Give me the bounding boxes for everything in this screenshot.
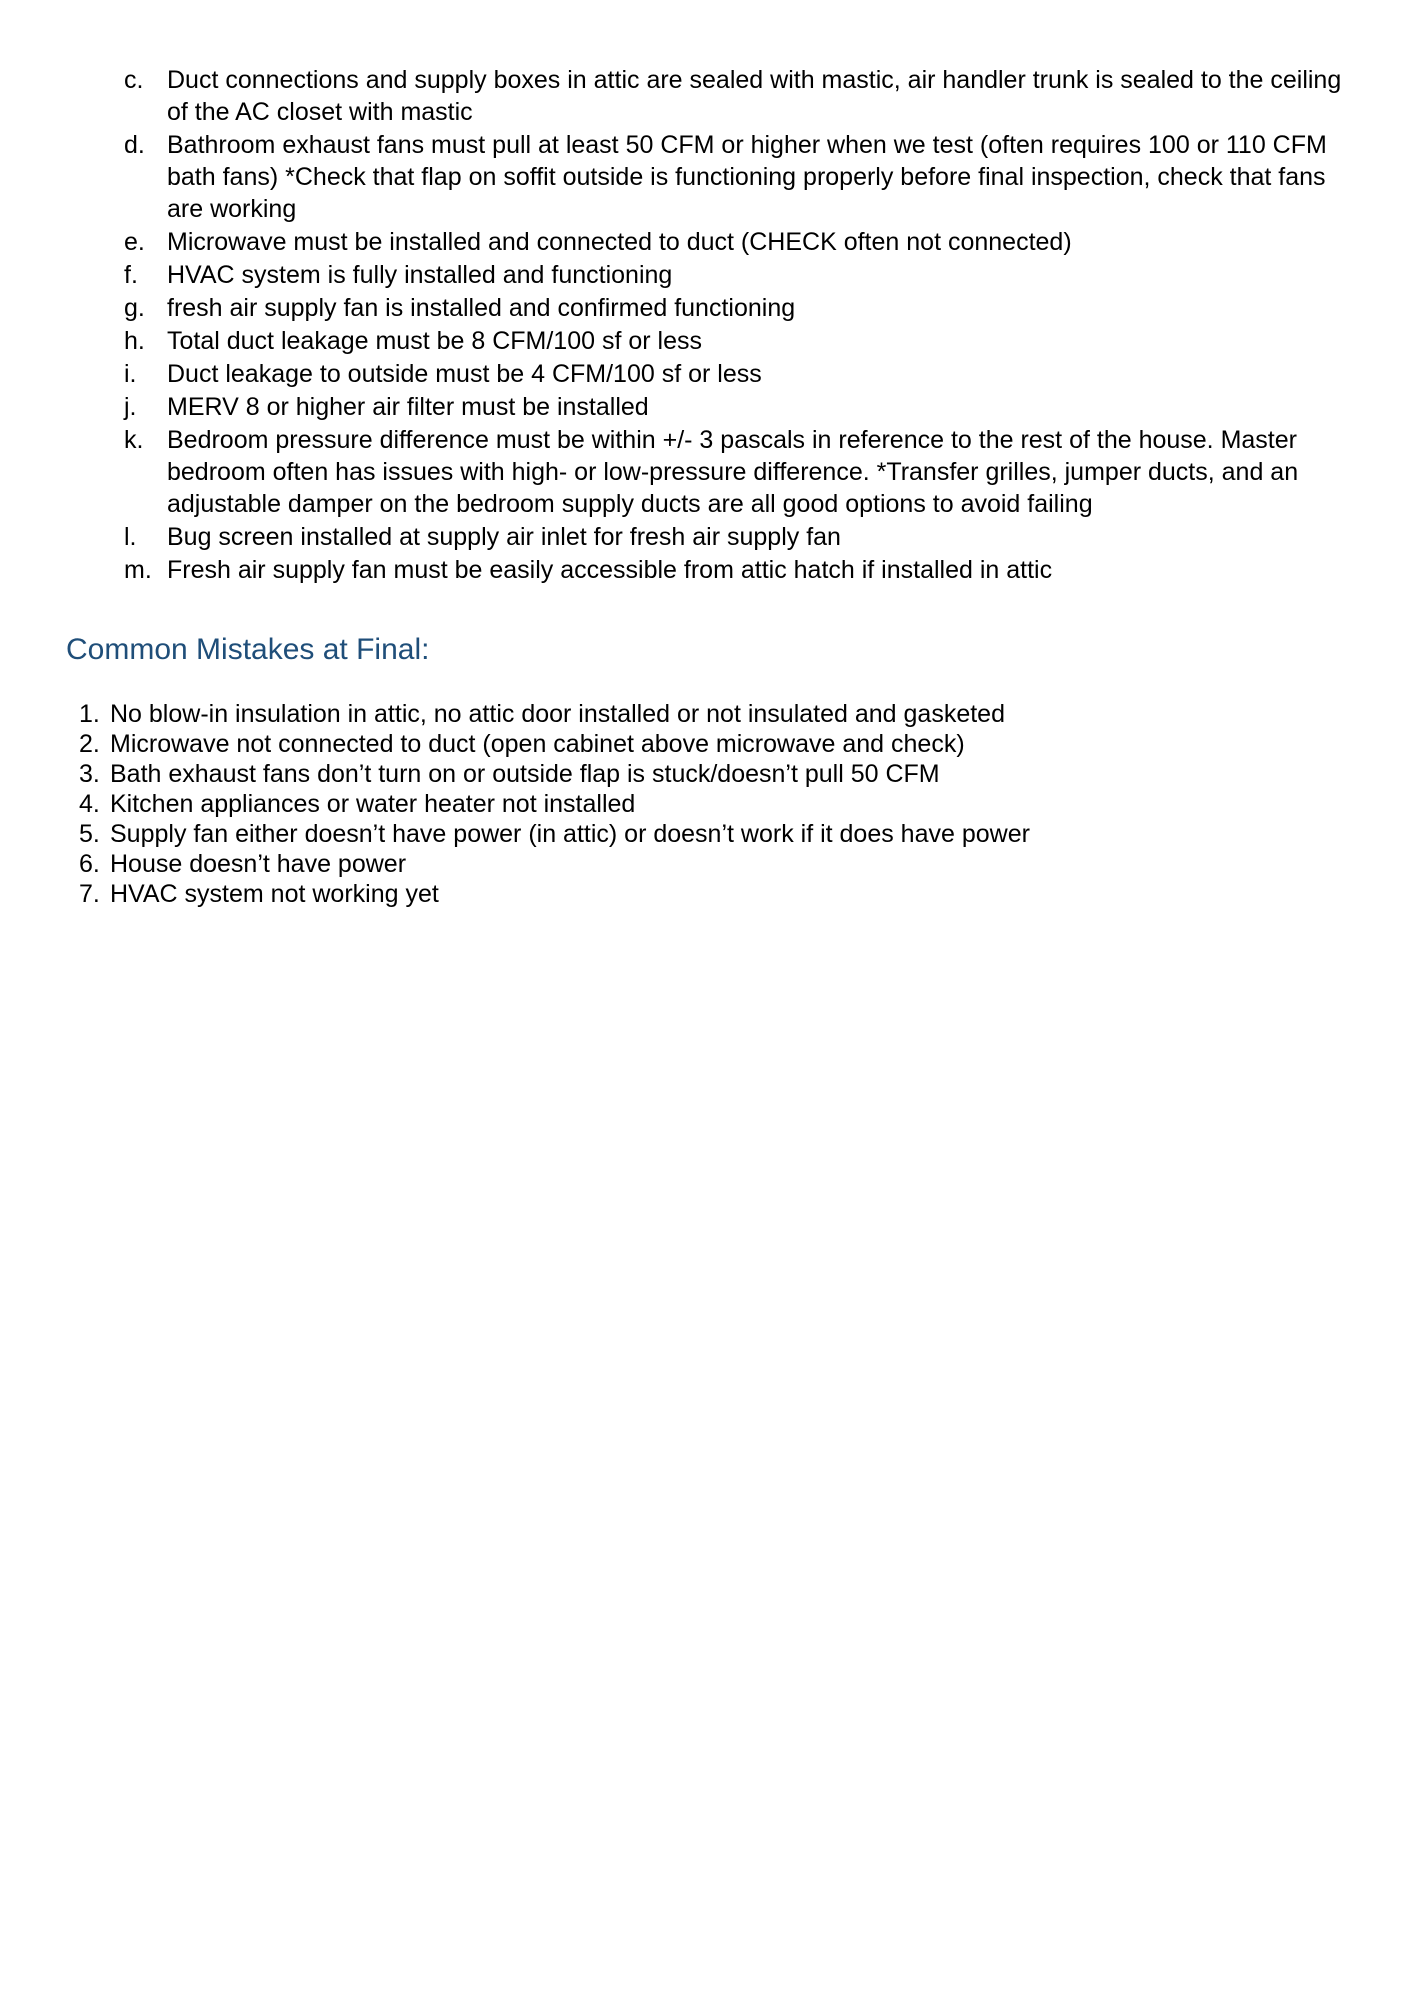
list-item-text: HVAC system is fully installed and functioning: [167, 261, 673, 289]
list-marker: 3.: [79, 760, 100, 788]
list-marker: 4.: [79, 790, 100, 818]
checklist-item-h: [124, 325, 1354, 357]
list-item-text: Total duct leakage must be 8 CFM/100 sf or less: [167, 327, 702, 355]
checklist-item-c: [124, 64, 1354, 128]
mistake-item: [79, 759, 1309, 789]
list-item-text: MERV 8 or higher air filter must be installed: [167, 393, 649, 421]
list-item-text: No blow-in insulation in attic, no attic door installed or not insulated and gasketed: [110, 700, 1005, 728]
checklist-item-d: [124, 129, 1354, 225]
list-item-text: Duct leakage to outside must be 4 CFM/100 sf or less: [167, 360, 762, 388]
list-marker: 2.: [79, 730, 100, 758]
list-marker: d.: [124, 131, 145, 159]
list-marker: 1.: [79, 700, 100, 728]
mistake-item: [79, 699, 1309, 729]
list-item-text: Duct connections and supply boxes in attic are sealed with mastic, air handler trunk is sealed to the ceiling of the AC closet with mastic: [167, 66, 1342, 126]
list-item-text: HVAC system not working yet: [110, 880, 439, 908]
mistake-item: [79, 789, 1309, 819]
list-item-text: Kitchen appliances or water heater not installed: [110, 790, 636, 818]
mistake-item: [79, 849, 1309, 879]
list-item-text: Microwave not connected to duct (open cabinet above microwave and check): [110, 730, 965, 758]
common-mistakes-list: [79, 699, 1309, 909]
mistake-item: [79, 729, 1309, 759]
checklist-item-l: [124, 521, 1354, 553]
list-marker: h.: [124, 327, 145, 355]
checklist-item-j: [124, 391, 1354, 423]
list-marker: m.: [124, 556, 152, 584]
list-marker: g.: [124, 294, 145, 322]
checklist-item-g: [124, 292, 1354, 324]
list-marker: i.: [124, 360, 137, 388]
list-marker: k.: [124, 426, 144, 454]
list-marker: f.: [124, 261, 138, 289]
section-heading: Common Mistakes at Final:: [66, 633, 430, 666]
list-item-text: Supply fan either doesn’t have power (in attic) or doesn’t work if it does have power: [110, 820, 1030, 848]
list-item-text: Bath exhaust fans don’t turn on or outside flap is stuck/doesn’t pull 50 CFM: [110, 760, 940, 788]
checklist-item-i: [124, 358, 1354, 390]
mistake-item: [79, 879, 1309, 909]
list-item-text: House doesn’t have power: [110, 850, 407, 878]
checklist-item-f: [124, 259, 1354, 291]
list-marker: 7.: [79, 880, 100, 908]
list-marker: e.: [124, 228, 145, 256]
mistake-item: [79, 819, 1309, 849]
list-marker: j.: [124, 393, 137, 421]
list-marker: 6.: [79, 850, 100, 878]
list-marker: 5.: [79, 820, 100, 848]
list-marker: l.: [124, 523, 137, 551]
list-item-text: fresh air supply fan is installed and confirmed functioning: [167, 294, 796, 322]
list-item-text: Bedroom pressure difference must be within +/- 3 pascals in reference to the rest of the house. Master bedroom often has issues with high- or low-pressure difference. *Transfer grilles, jumper ducts, and an adjustable damper on the bedroom supply ducts are all good options to avoid failing: [167, 426, 1299, 518]
list-item-text: Bathroom exhaust fans must pull at least 50 CFM or higher when we test (often requires 100 or 110 CFM bath fans) *Check that flap on soffit outside is functioning properly before final inspection, check that fans are working: [167, 131, 1327, 223]
list-item-text: Bug screen installed at supply air inlet for fresh air supply fan: [167, 523, 841, 551]
checklist-item-e: [124, 226, 1354, 258]
list-item-text: Fresh air supply fan must be easily accessible from attic hatch if installed in attic: [167, 556, 1053, 584]
inspection-checklist: [124, 64, 1354, 587]
checklist-item-k: [124, 424, 1354, 520]
checklist-item-m: [124, 554, 1354, 586]
list-marker: c.: [124, 66, 144, 94]
list-item-text: Microwave must be installed and connected to duct (CHECK often not connected): [167, 228, 1072, 256]
